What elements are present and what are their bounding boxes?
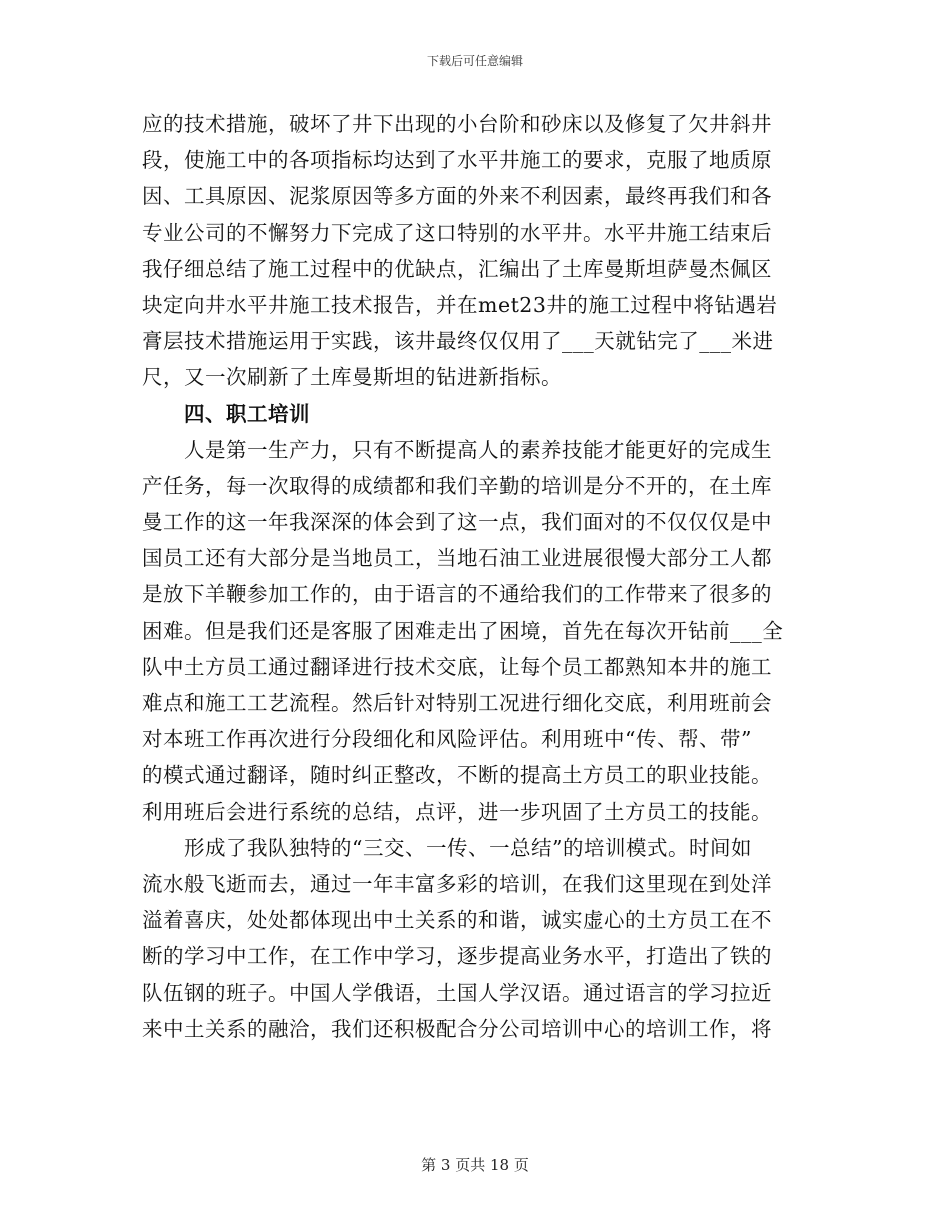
- paragraph-first-line: 人是第一生产力，只有不断提高人的素养技能才能更好的完成生: [184, 437, 772, 462]
- text-line: 断的学习中工作，在工作中学习，逐步提高业务水平，打造出了铁的: [142, 944, 772, 969]
- text-line: 是放下羊鞭参加工作的，由于语言的不通给我们的工作带来了很多的: [142, 582, 772, 607]
- text-line: 的模式通过翻译，随时纠正整改，不断的提高土方员工的职业技能。: [142, 763, 772, 788]
- text-line: 国员工还有大部分是当地员工，当地石油工业进展很慢大部分工人都: [142, 546, 772, 571]
- paragraph-first-line: 形成了我队独特的“三交、一传、一总结”的培训模式。时间如: [184, 835, 752, 860]
- text-line: 膏层技术措施运用于实践，该井最终仅仅用了___天就钻完了___米进: [142, 329, 774, 354]
- text-line: 难点和施工工艺流程。然后针对特别工况进行细化交底，利用班前会: [142, 691, 772, 715]
- text-line: 曼工作的这一年我深深的体会到了这一点，我们面对的不仅仅仅是中: [142, 510, 772, 535]
- text-line: 段，使施工中的各项指标均达到了水平井施工的要求，克服了地质原: [142, 148, 772, 173]
- text-line: 队中土方员工通过翻译进行技术交底，让每个员工都熟知本井的施工: [142, 654, 772, 679]
- page-header: 下载后可任意编辑: [426, 54, 523, 68]
- text-line: 来中土关系的融洽，我们还积极配合分公司培训中心的培训工作，将: [142, 1016, 772, 1041]
- text-line: 因、工具原因、泥浆原因等多方面的外来不利因素，最终再我们和各: [142, 184, 772, 209]
- text-line: 我仔细总结了施工过程中的优缺点，汇编出了土库曼斯坦萨曼杰佩区: [142, 256, 772, 281]
- text-line: 产任务，每一次取得的成绩都和我们辛勤的培训是分不开的，在土库: [142, 473, 772, 498]
- text-line: 流水般飞逝而去，通过一年丰富多彩的培训，在我们这里现在到处洋: [142, 871, 772, 896]
- text-line: 尺，又一次刷新了土库曼斯坦的钻进新指标。: [142, 365, 562, 390]
- body-text: [142, 106, 806, 1047]
- text-line: 溢着喜庆，处处都体现出中土关系的和谐，诚实虚心的土方员工在不: [142, 908, 772, 933]
- text-line: 应的技术措施，破坏了井下出现的小台阶和砂床以及修复了欠井斜井: [142, 112, 772, 136]
- text-line: 利用班后会进行系统的总结，点评，进一步巩固了土方员工的技能。: [142, 799, 772, 824]
- section-heading: 四、职工培训: [184, 401, 310, 426]
- page-number-footer: 第 3 页共 18 页: [421, 1156, 529, 1174]
- text-line: 困难。但是我们还是客服了困难走出了困境，首先在每次开钻前___全: [142, 618, 784, 643]
- text-line: 块定向井水平井施工技术报告，并在met23井的施工过程中将钻遇岩: [142, 292, 778, 317]
- text-line: 专业公司的不懈努力下完成了这口特别的水平井。水平井施工结束后: [142, 220, 772, 245]
- text-line: 队伍钢的班子。中国人学俄语，土国人学汉语。通过语言的学习拉近: [142, 980, 772, 1005]
- text-line: 对本班工作再次进行分段细化和风险评估。利用班中“传、帮、带”: [142, 727, 752, 752]
